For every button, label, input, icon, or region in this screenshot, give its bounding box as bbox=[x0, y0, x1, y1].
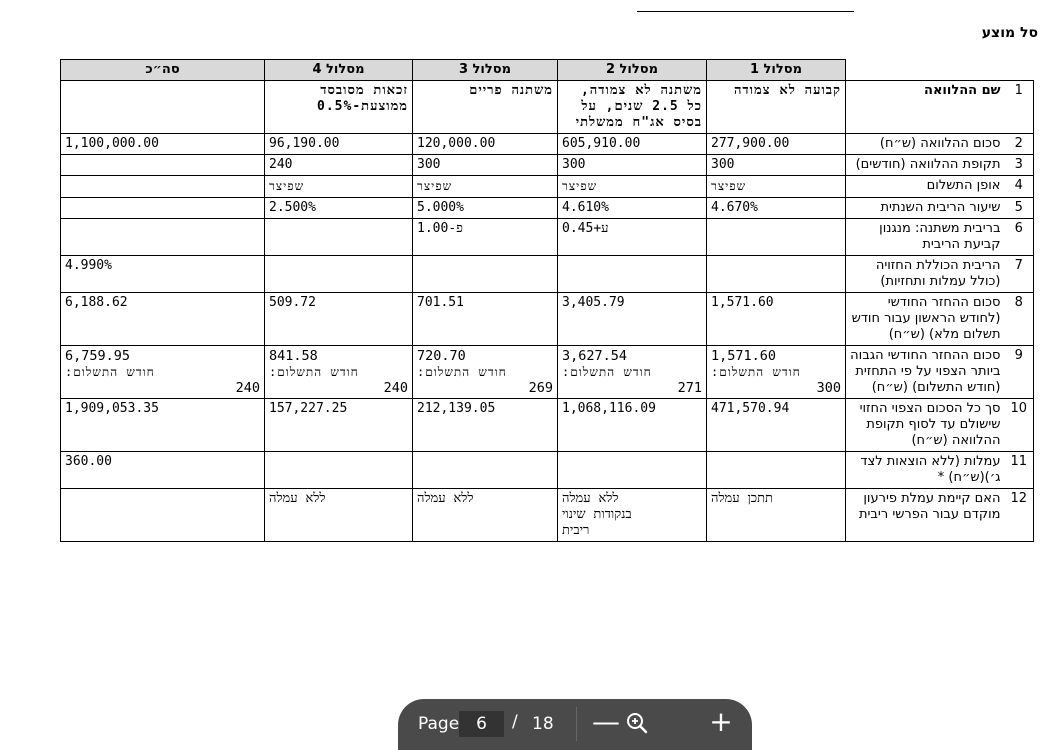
month-label: חודש התשלום: bbox=[562, 365, 652, 379]
table-row bbox=[61, 81, 1034, 134]
cell-track-1: 471,570.94 bbox=[707, 399, 846, 452]
cell-track-4 bbox=[265, 452, 413, 489]
row-label: הריבית הכוללת החזויה (כולל עמלות ותחזיות) bbox=[846, 256, 1005, 293]
row-number: 4 bbox=[1005, 176, 1034, 198]
header-total: סה״כ bbox=[61, 60, 265, 81]
month-label: חודש התשלום: bbox=[417, 365, 507, 379]
cell-total: 360.00 bbox=[61, 452, 265, 489]
cell-track-4: 2.500% bbox=[265, 198, 413, 219]
cell-total: 4.990% bbox=[61, 256, 265, 293]
zoom-in-button[interactable]: + bbox=[709, 705, 733, 738]
month-label: חודש התשלום: bbox=[65, 365, 155, 379]
cell-track-3: 300 bbox=[413, 155, 558, 176]
row-label: סכום ההחזר החודשי (לחודש הראשון עבור חודש תשלום מלא) (ש״ח) bbox=[846, 293, 1005, 346]
row-label: שם ההלוואה bbox=[846, 81, 1005, 134]
table-row bbox=[61, 198, 1034, 219]
cell-track-2: 1,068,116.09 bbox=[558, 399, 707, 452]
row-label: האם קיימת עמלת פירעון מוקדם עבור הפרשי ריבית bbox=[846, 489, 1005, 542]
month-label: חודש התשלום: bbox=[269, 365, 359, 379]
row-number: 5 bbox=[1005, 198, 1034, 219]
peak-amount: 841.58 bbox=[269, 348, 318, 364]
row-number: 8 bbox=[1005, 293, 1034, 346]
row-number: 9 bbox=[1005, 346, 1034, 399]
peak-amount: 1,571.60 bbox=[711, 348, 777, 364]
cell-total: 6,188.62 bbox=[61, 293, 265, 346]
cell-track-3: 5.000% bbox=[413, 198, 558, 219]
toolbar-divider bbox=[576, 707, 577, 741]
cell-track-2: ע+0.45 bbox=[558, 219, 707, 256]
cell-total bbox=[61, 219, 265, 256]
cell-track-2 bbox=[558, 256, 707, 293]
table-row bbox=[61, 176, 1034, 198]
peak-amount: 6,759.95 bbox=[65, 348, 131, 364]
table-header-row bbox=[61, 60, 1034, 81]
cell-track-1: 1,571.60 bbox=[707, 293, 846, 346]
cell-track-4: שפיצר bbox=[265, 176, 413, 198]
row-number: 7 bbox=[1005, 256, 1034, 293]
cell-track-4: 240 bbox=[265, 155, 413, 176]
row-label: שיעור הריבית השנתית bbox=[846, 198, 1005, 219]
cell-track-3: 120,000.00 bbox=[413, 134, 558, 155]
top-rule bbox=[637, 11, 854, 12]
cell-track-4: 509.72 bbox=[265, 293, 413, 346]
cell-track-4: 96,190.00 bbox=[265, 134, 413, 155]
header-blank bbox=[846, 60, 1034, 81]
page-toolbar bbox=[398, 699, 752, 750]
peak-month: 271 bbox=[677, 380, 702, 396]
cell-track-1: 277,900.00 bbox=[707, 134, 846, 155]
table-row bbox=[61, 256, 1034, 293]
peak-month: 240 bbox=[383, 380, 408, 396]
cell-total bbox=[61, 155, 265, 176]
loan-comparison-table bbox=[60, 59, 1034, 542]
row-label: סכום ההלוואה (ש״ח) bbox=[846, 134, 1005, 155]
page-label: Page bbox=[418, 714, 460, 734]
peak-month: 269 bbox=[528, 380, 553, 396]
cell-track-2 bbox=[558, 346, 707, 399]
cell-track-4 bbox=[265, 256, 413, 293]
cell-total bbox=[61, 176, 265, 198]
table-row bbox=[61, 293, 1034, 346]
cell-track-4 bbox=[265, 346, 413, 399]
row-number: 3 bbox=[1005, 155, 1034, 176]
row-label: אופן התשלום bbox=[846, 176, 1005, 198]
cell-total bbox=[61, 489, 265, 542]
cell-track-1: 4.670% bbox=[707, 198, 846, 219]
cell-track-1 bbox=[707, 256, 846, 293]
cell-track-2: 4.610% bbox=[558, 198, 707, 219]
cell-track-3: משתנה פריים bbox=[413, 81, 558, 134]
cell-total bbox=[61, 346, 265, 399]
cell-track-4: זכאות מסובסד ממוצעת-0.5% bbox=[265, 81, 413, 134]
table-row bbox=[61, 134, 1034, 155]
page-separator: / bbox=[512, 712, 518, 732]
cell-track-3 bbox=[413, 346, 558, 399]
cell-track-3 bbox=[413, 452, 558, 489]
cell-track-1: תתכן עמלה bbox=[707, 489, 846, 542]
cell-track-4: ללא עמלה bbox=[265, 489, 413, 542]
cell-track-4 bbox=[265, 219, 413, 256]
section-title: סל מוצע bbox=[981, 25, 1038, 41]
header-track-3: מסלול 3 bbox=[413, 60, 558, 81]
cell-total: 1,100,000.00 bbox=[61, 134, 265, 155]
table-row bbox=[61, 346, 1034, 399]
header-track-4: מסלול 4 bbox=[265, 60, 413, 81]
cell-track-2 bbox=[558, 452, 707, 489]
cell-track-2: 605,910.00 bbox=[558, 134, 707, 155]
cell-track-3: פ-1.00 bbox=[413, 219, 558, 256]
row-number: 1 bbox=[1005, 81, 1034, 134]
cell-total bbox=[61, 198, 265, 219]
table-row bbox=[61, 399, 1034, 452]
header-track-1: מסלול 1 bbox=[707, 60, 846, 81]
peak-month: 300 bbox=[816, 380, 841, 396]
row-number: 6 bbox=[1005, 219, 1034, 256]
total-pages: 18 bbox=[532, 714, 554, 734]
cell-track-1 bbox=[707, 452, 846, 489]
month-label: חודש התשלום: bbox=[711, 365, 801, 379]
cell-track-2: 300 bbox=[558, 155, 707, 176]
cell-track-1 bbox=[707, 346, 846, 399]
cell-track-2: 3,405.79 bbox=[558, 293, 707, 346]
peak-month: 240 bbox=[235, 380, 260, 396]
cell-track-3 bbox=[413, 256, 558, 293]
zoom-icon bbox=[625, 711, 649, 735]
row-number: 10 bbox=[1005, 399, 1034, 452]
cell-track-3: ללא עמלה bbox=[413, 489, 558, 542]
table-row bbox=[61, 452, 1034, 489]
current-page-input[interactable]: 6 bbox=[459, 711, 504, 737]
cell-track-2: ללא עמלה בנקודות שינוי ריבית bbox=[558, 489, 707, 542]
cell-track-3: 701.51 bbox=[413, 293, 558, 346]
table-row bbox=[61, 489, 1034, 542]
cell-track-3: שפיצר bbox=[413, 176, 558, 198]
cell-track-3: 212,139.05 bbox=[413, 399, 558, 452]
row-number: 12 bbox=[1005, 489, 1034, 542]
row-label: עמלות (ללא הוצאות לצד ג׳)(ש״ח) * bbox=[846, 452, 1005, 489]
cell-track-1 bbox=[707, 219, 846, 256]
row-label: בריבית משתנה: מנגנון קביעת הריבית bbox=[846, 219, 1005, 256]
table-row bbox=[61, 155, 1034, 176]
cell-track-1: 300 bbox=[707, 155, 846, 176]
cell-track-1: שפיצר bbox=[707, 176, 846, 198]
cell-track-2: משתנה לא צמודה, כל 2.5 שנים, על בסיס אג"ח ממשלתי bbox=[558, 81, 707, 134]
header-track-2: מסלול 2 bbox=[558, 60, 707, 81]
peak-amount: 3,627.54 bbox=[562, 348, 628, 364]
row-label: סך כל הסכום הצפוי החזוי שישולם עד לסוף תקופת ההלוואה (ש״ח) bbox=[846, 399, 1005, 452]
row-number: 11 bbox=[1005, 452, 1034, 489]
row-label: סכום ההחזר החודשי הגבוה ביותר הצפוי על פי התחזית (חודש התשלום) (ש״ח) bbox=[846, 346, 1005, 399]
row-label: תקופת ההלוואה (חודשים) bbox=[846, 155, 1005, 176]
cell-total bbox=[61, 81, 265, 134]
cell-track-2: שפיצר bbox=[558, 176, 707, 198]
zoom-out-button[interactable]: — bbox=[592, 705, 620, 738]
peak-amount: 720.70 bbox=[417, 348, 466, 364]
table-row bbox=[61, 219, 1034, 256]
cell-total: 1,909,053.35 bbox=[61, 399, 265, 452]
cell-track-4: 157,227.25 bbox=[265, 399, 413, 452]
row-number: 2 bbox=[1005, 134, 1034, 155]
cell-track-1: קבועה לא צמודה bbox=[707, 81, 846, 134]
